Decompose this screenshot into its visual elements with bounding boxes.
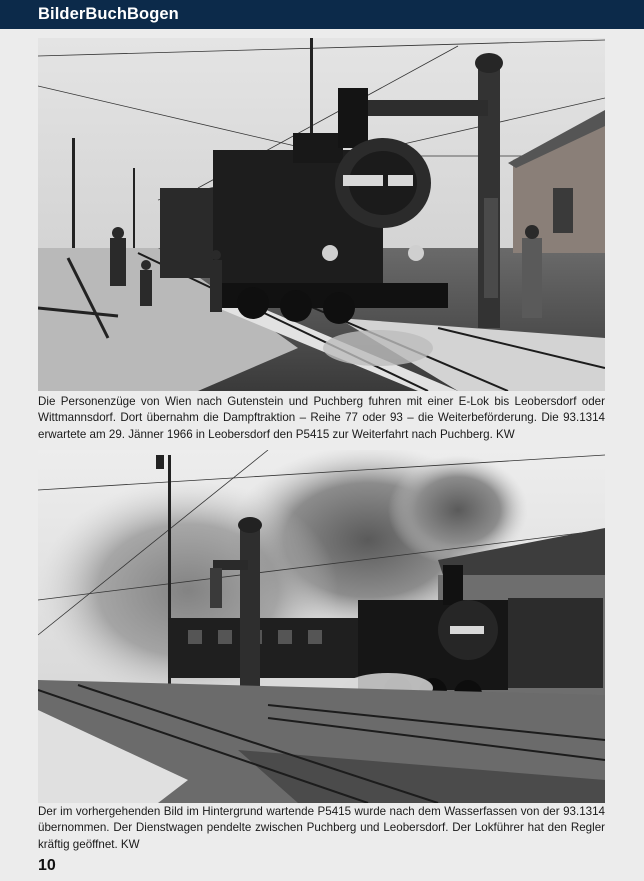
page-number: 10 [38, 857, 56, 874]
photo-caption: Der im vorhergehenden Bild im Hintergrund wartende P5415 wurde nach dem Wasserfassen von der 93.1314 übernommen. Der Dienstwagen pendelte zwischen Puchberg und Leobersdorf. Der Lokführer hat den Regler kräftig geöffnet. KW [38, 805, 605, 851]
photo-train-departing-steam [38, 450, 605, 803]
photo-caption: Die Personenzüge von Wien nach Gutenstein und Puchberg fuhren mit einer E-Lok bis Leobersdorf oder Wittmannsdorf. Dort übernahm die Dampftraktion – Reihe 77 oder 93 – die Weiterbeförderung. Die 93.1314 erwartete am 29. Jänner 1966 in Leobersdorf den P5415 zur Weiterfahrt nach Puchberg. KW [38, 395, 605, 441]
photo-locomotive-water-crane [38, 38, 605, 391]
magazine-title: BilderBuchBogen [38, 5, 179, 23]
page-header [0, 0, 644, 29]
